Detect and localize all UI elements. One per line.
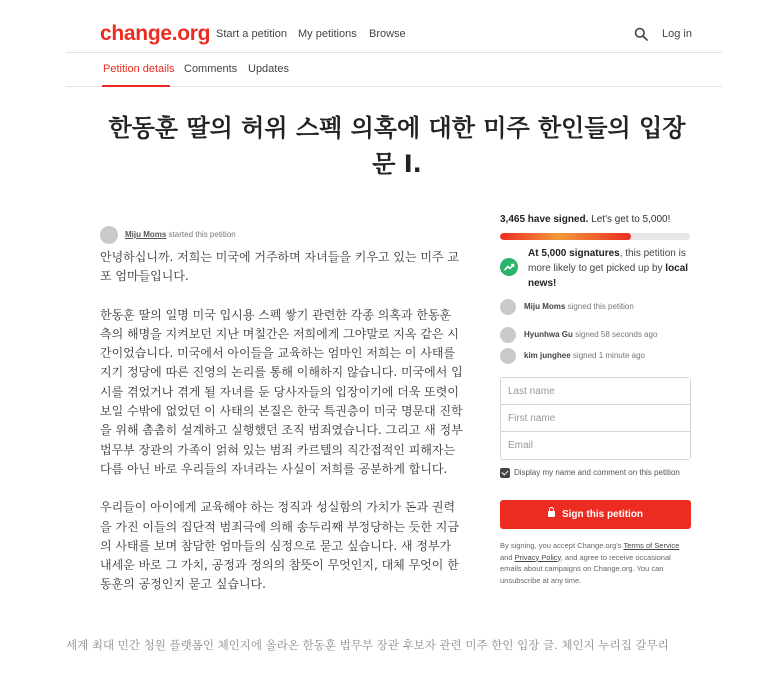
search-icon[interactable] (634, 27, 648, 41)
display-name-label: Display my name and comment on this petition (514, 468, 680, 477)
signature-form (500, 377, 691, 460)
last-name-field[interactable] (501, 378, 690, 405)
avatar (500, 299, 516, 315)
lock-icon (548, 511, 555, 517)
tab-petition-details[interactable]: Petition details (103, 63, 175, 75)
login-link[interactable]: Log in (662, 28, 692, 40)
change-org-logo[interactable]: change.org (100, 22, 211, 45)
nav-browse[interactable]: Browse (369, 28, 406, 40)
body-paragraph: 안녕하십니까. 저희는 미국에 거주하며 자녀들을 키우고 있는 미주 교포 엄마들입니다. (100, 250, 459, 284)
avatar (500, 348, 516, 364)
trending-up-icon (500, 258, 518, 276)
milestone-message: At 5,000 signatures, this petition is more likely to get picked up by local news! (528, 248, 689, 289)
petition-body (100, 248, 466, 614)
image-caption: 세계 최대 민간 청원 플랫폼인 체인지에 올라온 한동훈 법무부 장관 후보자 관련 미주 한인 입장 글. 체인지 누리집 갈무리 (66, 638, 669, 652)
petition-tabs (66, 53, 722, 87)
starter-action: started this petition (166, 230, 236, 239)
first-name-field[interactable] (501, 405, 690, 432)
signature-count: 3,465 have signed. Let's get to 5,000! (500, 214, 671, 225)
terms-notice: By signing, you accept Change.org's Terms of Service and Privacy Policy, and agree to receive occasional emails about campaigns on Change.org. You can unsubscribe at any time. (500, 541, 680, 585)
display-name-checkbox[interactable] (500, 468, 510, 478)
top-navigation-bar (66, 0, 722, 53)
privacy-policy-link[interactable]: Privacy Policy (514, 552, 561, 562)
sign-petition-button[interactable]: Sign this petition (500, 500, 691, 529)
avatar (500, 327, 516, 343)
terms-of-service-link[interactable]: Terms of Service (623, 541, 680, 550)
starter-avatar (100, 226, 118, 244)
petition-title: 한동훈 딸의 허위 스펙 의혹에 대한 미주 한인들의 입장문 I. (108, 114, 686, 178)
nav-start-petition[interactable]: Start a petition (216, 28, 287, 40)
signature-progress-bar (500, 233, 690, 240)
email-field[interactable] (501, 432, 690, 459)
tab-updates[interactable]: Updates (248, 63, 289, 75)
nav-my-petitions[interactable]: My petitions (298, 28, 357, 40)
body-paragraph: 한동훈 딸의 일명 미국 입시용 스펙 쌓기 관련한 각종 의혹과 한동훈 측의 해명을 지켜보던 지난 며칠간은 저희에게 그야말로 지옥 같은 시간이었습니다. 미국에서 아이들을 교육하는 엄마인 저희는 이 사태를 지기 정당에 따른 진영의 논리를 통해 이해하지 않습니다. 미국에서 입시를 겪었거나 겪게 될 자녀를 둔 당사자들의 입장이기에 더욱 또렷이 보일 수밖에 없었던 이 사태의 본질은 한국 특권층이 미국 명문대 진학을 위해 촘촘히 설계하고 실행했던 조직 범죄였습니다. 그리고 새 정부 법무부 장관의 가족이 얽혀 있는 범죄 카르텔의 직간접적인 피해자는 다름 아닌 바로 우리들의 자녀라는 사실이 저희를 공분하게 합니다. (100, 307, 463, 476)
active-tab-indicator (102, 85, 170, 87)
starter-name[interactable]: Miju Moms (125, 230, 167, 239)
body-paragraph: 우리들이 아이에게 교육해야 하는 정직과 성실함의 가치가 돈과 권력을 가진 이들의 집단적 범죄극에 의해 송두리째 부정당하는 듯한 지금의 사태를 보며 참담한 엄마들의 심정으로 묻고 싶습니다. 새 정부가 내세운 바로 그 가치, 공정과 정의의 참뜻이 무엇인지, 대체 무엇이 한동훈의 공정인지 묻고 싶습니다. (100, 500, 459, 592)
tab-comments[interactable]: Comments (184, 63, 238, 75)
progress-fill (500, 233, 631, 240)
